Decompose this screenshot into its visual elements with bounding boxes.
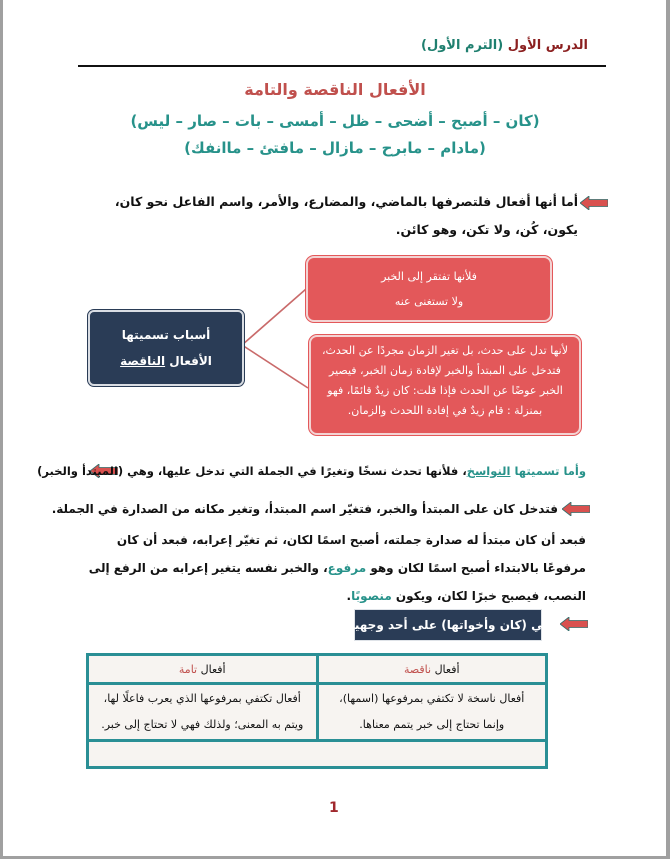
reason-box-khabar-line1: فلأنها تفتقر إلى الخبر — [381, 270, 477, 283]
tamma-line2: ويتم به المعنى؛ ولذلك فهي لا تحتاج إلى خبر. — [101, 718, 304, 731]
arrow-left-icon — [562, 502, 590, 516]
table-row — [88, 684, 547, 741]
paragraph-kan-effect: فتدخل كان على المبتدأ والخبر، فتغيّر اسم المبتدأ، وتغير مكانه من الصدارة في الجملة. — [51, 502, 558, 516]
diagram-connector — [238, 283, 310, 393]
lesson-label: الدرس الأول — [507, 38, 588, 53]
word-marfoo: مرفوع — [327, 561, 367, 575]
reason-box-time: لأنها تدل على حدث، بل تغير الزمان مجردًا عن الحدث، فتدخل على المبتدأ والخبر لإفادة زمان الخبر، فيصير الخبر عوضًا عن الحدث فإذا قلت: كان زيدٌ قائمًا، فهو بمنزلة : قام زيدٌ في إفادة اللحدث والزمان. — [309, 335, 581, 435]
two-types-heading: تأتي (كان وأخواتها) على أحد وجهين: — [355, 610, 541, 640]
explanation-part2: ، والخبر نفسه يتغير إعرابه من الرفع إلى النصب، فيصبح خبرًا لكان، ويكون — [88, 561, 586, 603]
header-divider — [78, 65, 606, 67]
naqisa-line1: أفعال ناسخة لا تكتفي بمرفوعها (اسمها)، — [339, 692, 525, 705]
header-tamma-prefix: أفعال — [200, 662, 226, 676]
verbs-list-1: (كان – أصبح – أضحى – ظل – أمسى – بات – صار – ليس) — [130, 112, 540, 130]
cell-tamma — [88, 684, 318, 741]
word-mansoob: منصوبًا — [351, 589, 392, 603]
nawasikh-highlight: النواسخ — [466, 464, 511, 478]
table-empty-row — [88, 741, 547, 768]
subtitle-underlined: الناقصة — [120, 354, 166, 368]
naming-reasons-title: أسباب تسميتها — [121, 328, 211, 342]
reason-box-khabar — [306, 256, 552, 322]
tamma-line1: أفعال تكتفي بمرفوعها الذي يعرب فاعلًا لها، — [103, 692, 301, 705]
paragraph-kan-explanation — [76, 526, 586, 610]
naming-reasons-box — [88, 310, 244, 386]
header-naqisa-word: ناقصة — [403, 662, 432, 676]
header-tamma-word: تامة — [178, 662, 198, 676]
table-header-row — [88, 655, 547, 684]
paragraph-nawasikh — [37, 462, 586, 480]
header-tamma — [88, 655, 318, 684]
term-label: (الترم الأول) — [421, 38, 504, 53]
page-number: 1 — [329, 800, 339, 816]
cell-naqisa — [317, 684, 547, 741]
paragraph-verbs-conjugation: أما أنها أفعال فلتصرفها بالماضي، والمضارع، والأمر، واسم الفاعل نحو كان، يكون، كُن، ولا تكن، وهو كائن. — [114, 194, 578, 237]
subtitle-prefix: الأفعال — [169, 354, 212, 368]
reason-box-khabar-line2: ولا تستغنى عنه — [394, 295, 464, 308]
arrow-left-icon — [580, 196, 608, 210]
header-naqisa-prefix: أفعال — [434, 662, 460, 676]
comparison-table — [86, 653, 548, 769]
naming-reasons-subtitle — [90, 354, 242, 368]
nawasikh-prefix: وأما تسميتها — [514, 464, 586, 478]
explanation-part3: . — [346, 589, 352, 603]
page-title: الأفعال الناقصة والتامة — [244, 80, 426, 99]
naqisa-line2: وإنما تحتاج إلى خبر يتمم معناها. — [359, 718, 505, 731]
nawasikh-rest: ، فلأنها تحدث نسخًا وتغيرًا في الجملة التي تدخل عليها، وهي (المبتدأ والخبر) — [37, 464, 467, 478]
arrow-left-icon — [560, 617, 588, 631]
header-naqisa — [317, 655, 547, 684]
empty-cell — [88, 741, 547, 768]
verbs-list-2: (مادام – مابرح – مازال – مافتئ – ماانفك) — [184, 139, 486, 157]
lesson-header — [421, 38, 588, 53]
explanation-part1: فبعد أن كان مبتدأ له صدارة جملته، أصبح اسمًا لكان، ثم تغيّر إعرابه، فبعد أن كان مرفوعًا بالابتداء أصبح اسمًا لكان وهو — [116, 533, 586, 575]
